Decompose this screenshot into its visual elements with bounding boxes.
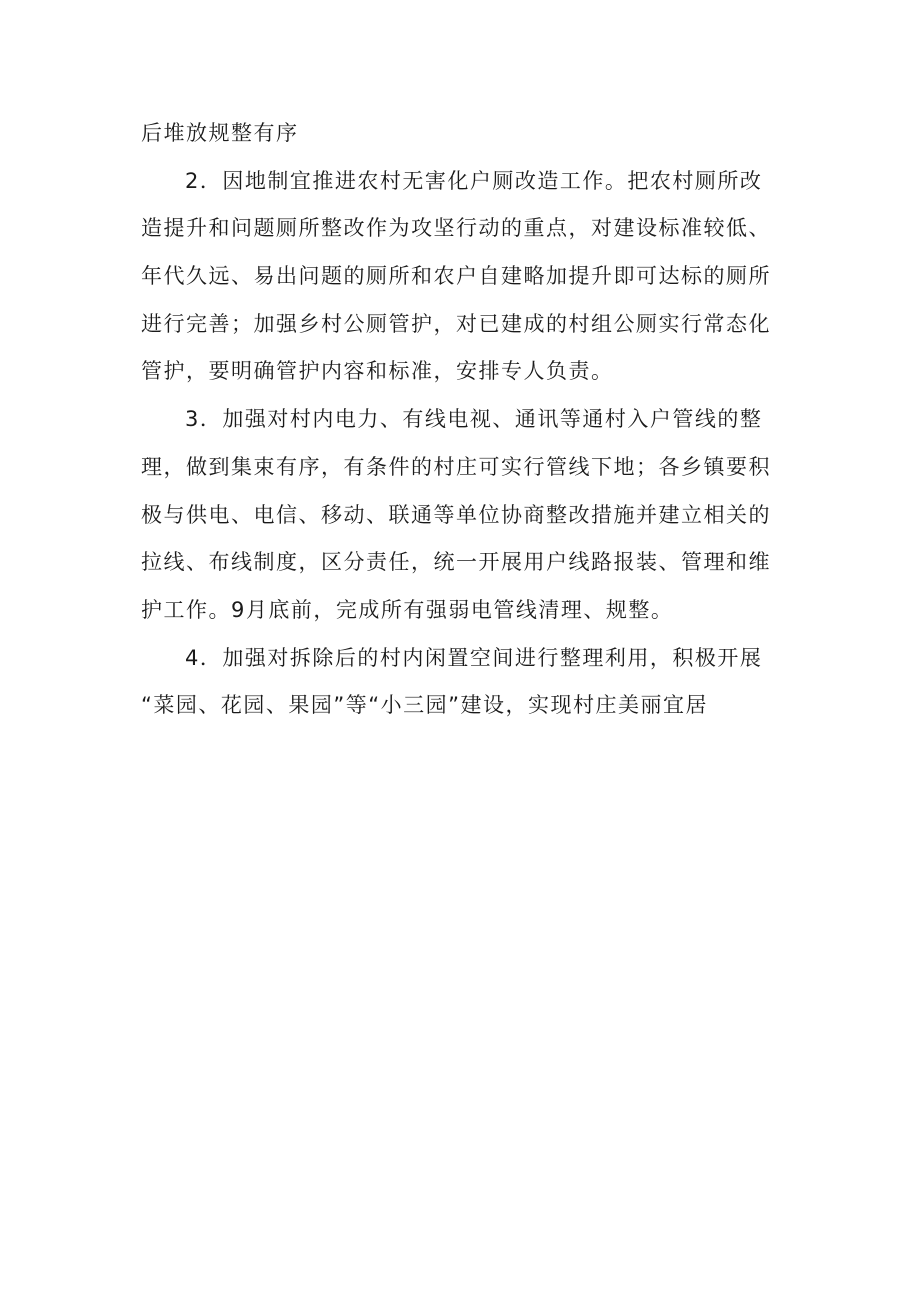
text-line: 造提升和问题厕所整改作为攻坚行动的重点，对建设标准较低、 — [141, 216, 771, 241]
document-body — [141, 110, 801, 730]
text-line: 后堆放规整有序 — [141, 121, 299, 145]
text-line: 护工作。9月底前，完成所有强弱电管线清理、规整。 — [141, 597, 674, 622]
paragraph-4-start: 4．加强对拆除后的村内闲置空间进行整理利用，积极开展 — [185, 645, 763, 670]
text-line: “菜园、花园、果园”等“小三园”建设，实现村庄美丽宜居 — [141, 693, 709, 718]
text-line: 理，做到集束有序，有条件的村庄可实行管线下地；各乡镇要积 — [141, 454, 771, 479]
text-line: 极与供电、电信、移动、联通等单位协商整改措施并建立相关的 — [141, 502, 771, 527]
text-line: 年代久远、易出问题的厕所和农户自建略加提升即可达标的厕所 — [141, 264, 771, 289]
text-line: 管护，要明确管护内容和标准，安排专人负责。 — [141, 359, 614, 384]
text-line: 进行完善；加强乡村公厕管护，对已建成的村组公厕实行常态化 — [141, 311, 771, 336]
paragraph-2-start: 2．因地制宜推进农村无害化户厕改造工作。把农村厕所改 — [185, 168, 763, 193]
text-line: 拉线、布线制度，区分责任，统一开展用户线路报装、管理和维 — [141, 550, 771, 575]
paragraph-3-start: 3．加强对村内电力、有线电视、通讯等通村入户管线的整 — [185, 407, 763, 432]
